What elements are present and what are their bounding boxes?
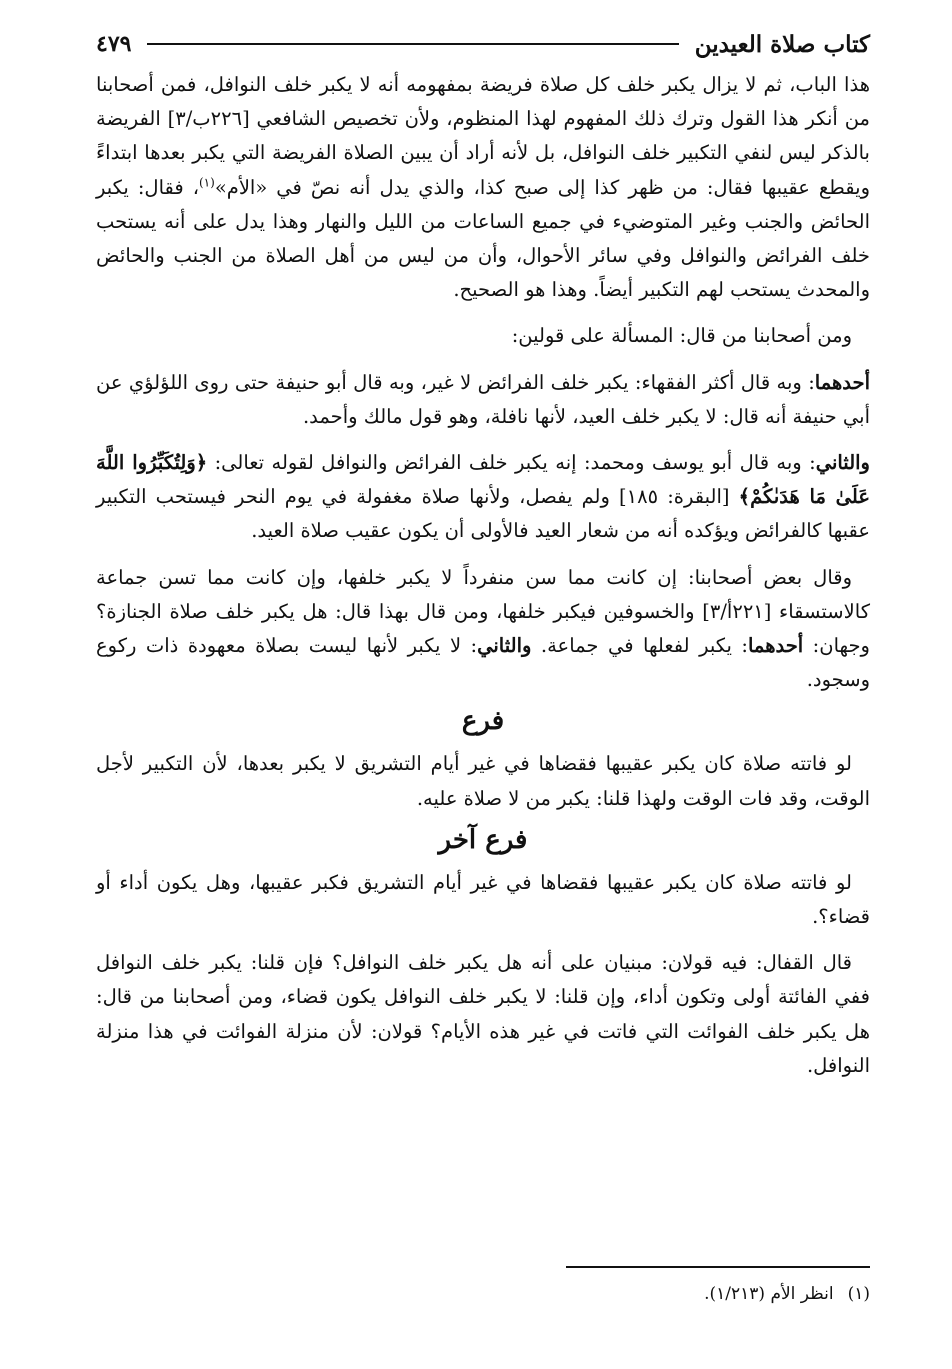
first-opinion-label: أحدهما [814,370,870,394]
paragraph-4-text-a: : وبه قال أبو يوسف ومحمد: إنه يكبر خلف الفرائض والنوافل لقوله تعالى: [207,451,816,475]
paragraph-7: لو فاتته صلاة كان يكبر عقيبها فقضاها في غير أيام التشريق فكبر عقيبها، وهل يكون أداء أو قضاء؟. [96,870,870,929]
paragraph-5 [96,561,870,698]
second-aspect-label: والثاني [477,634,532,658]
paragraph-6: لو فاتته صلاة كان يكبر عقيبها فقضاها في غير أيام التشريق لا يكبر بعدها، لأن التكبير لأجل الوقت، وقد فات الوقت ولهذا قلنا: يكبر من لا صلاة عليه. [96,752,870,810]
paragraph-1-continuation: ، فقال: يكبر الحائض والجنب وغير المتوضيء في جميع الساعات من الليل والنهار وهذا يدل على أنه يستحب خلف الفرائض والنوافل وفي سائر الأحوال، وأن من ليس من أهل الصلاة من الجنب والحائض والمحدث يستحب لهم التكبير أيضاً. وهذا هو الصحيح. [96,175,870,302]
footnote-number: (١) [847,1284,870,1304]
paragraph-8: قال القفال: فيه قولان: مبنيان على أنه هل يكبر خلف النوافل؟ فإن قلنا: يكبر خلف النوافل ففي الفائتة أولى وتكون أداء، وإن قلنا: لا يكبر خلف النوافل يكون قضاء، ومن أصحابنا من قال: هل يكبر خلف الفوائت التي فاتت في غير هذه الأيام؟ قولان: لأن منزلة الفوائت في هذا منزلة النوافل. [96,951,870,1077]
first-aspect-label: أحدهما [747,634,804,658]
paragraph-4 [96,446,870,549]
running-header [96,24,870,64]
footnote-text: انظر الأم (١/٢١٣). [704,1284,834,1304]
main-text [96,68,870,1083]
footnote-rule [566,1266,870,1268]
paragraph-3 [96,366,870,434]
quran-verse: ﴿وَلِتُكَبِّرُوا اللَّهَ عَلَىٰ مَا هَدَىٰكُمْ﴾ [96,451,870,509]
paragraph-3-text: : وبه قال أكثر الفقهاء: يكبر خلف الفرائض لا غير، وبه قال أبو حنيفة حتى روى اللؤلؤي عن أبي حنيفة أنه قال: لا يكبر خلف العيد، لأنها نافلة، وهو قول مالك وأحمد. [96,370,870,428]
paragraph-5-text-a: وقال بعض أصحابنا: إن كانت مما سن منفرداً لا يكبر خلفها، وإن كانت مما تسن جماعة كالاستسقاء [٢٢١أ/٣] والخسوفين فيكبر خلفها، ومن قال بهذا قال: هل يكبر خلف صلاة الجنازة؟ وجهان: [96,565,870,658]
paragraph-1 [96,68,870,307]
footnote [500,1280,870,1308]
paragraph-5-text-b: : يكبر لفعلها في جماعة. [531,634,748,658]
paragraph-1-text: هذا الباب، ثم لا يزال يكبر خلف كل صلاة فريضة بمفهومه أنه لا يكبر خلف النوافل، فمن أصحابنا من أنكر هذا القول وترك ذلك المفهوم لهذا المنظوم، ولأن تخصيص الشافعي [٢٢٦ب/٣] الفريضة بالذكر ليس لنفي التكبير خلف النوافل، بل لأنه أراد أن يبين الصلاة الفريضة التي يكبر بعدها ابتداءً ويقطع عقيبها فقال: من ظهر كذا إلى صبح كذا، والذي يدل أنه نصّ في «الأم» [96,73,870,199]
footnote-reference[interactable]: (١) [198,175,215,190]
chapter-title: كتاب صلاة العيدين [694,30,870,58]
page-number: ٤٧٩ [96,31,132,57]
paragraph-4-text-b: [البقرة: ١٨٥] ولم يفصل، ولأنها صلاة مغفولة في يوم النحر فيستحب التكبير عقبها كالفرائض ويؤكده أنه من شعار العيد فالأولى أن يكون عقيب صلاة العيد. [96,485,870,543]
section-heading-far-akhar: فرع آخر [438,824,528,855]
second-opinion-label: والثاني [815,451,870,475]
paragraph-5-text-c: : لا يكبر لأنها ليست بصلاة معهودة ذات ركوع وسجود. [96,634,870,692]
section-heading-far: فرع [461,706,505,737]
paragraph-2: ومن أصحابنا من قال: المسألة على قولين: [511,324,852,348]
header-rule [147,43,678,45]
